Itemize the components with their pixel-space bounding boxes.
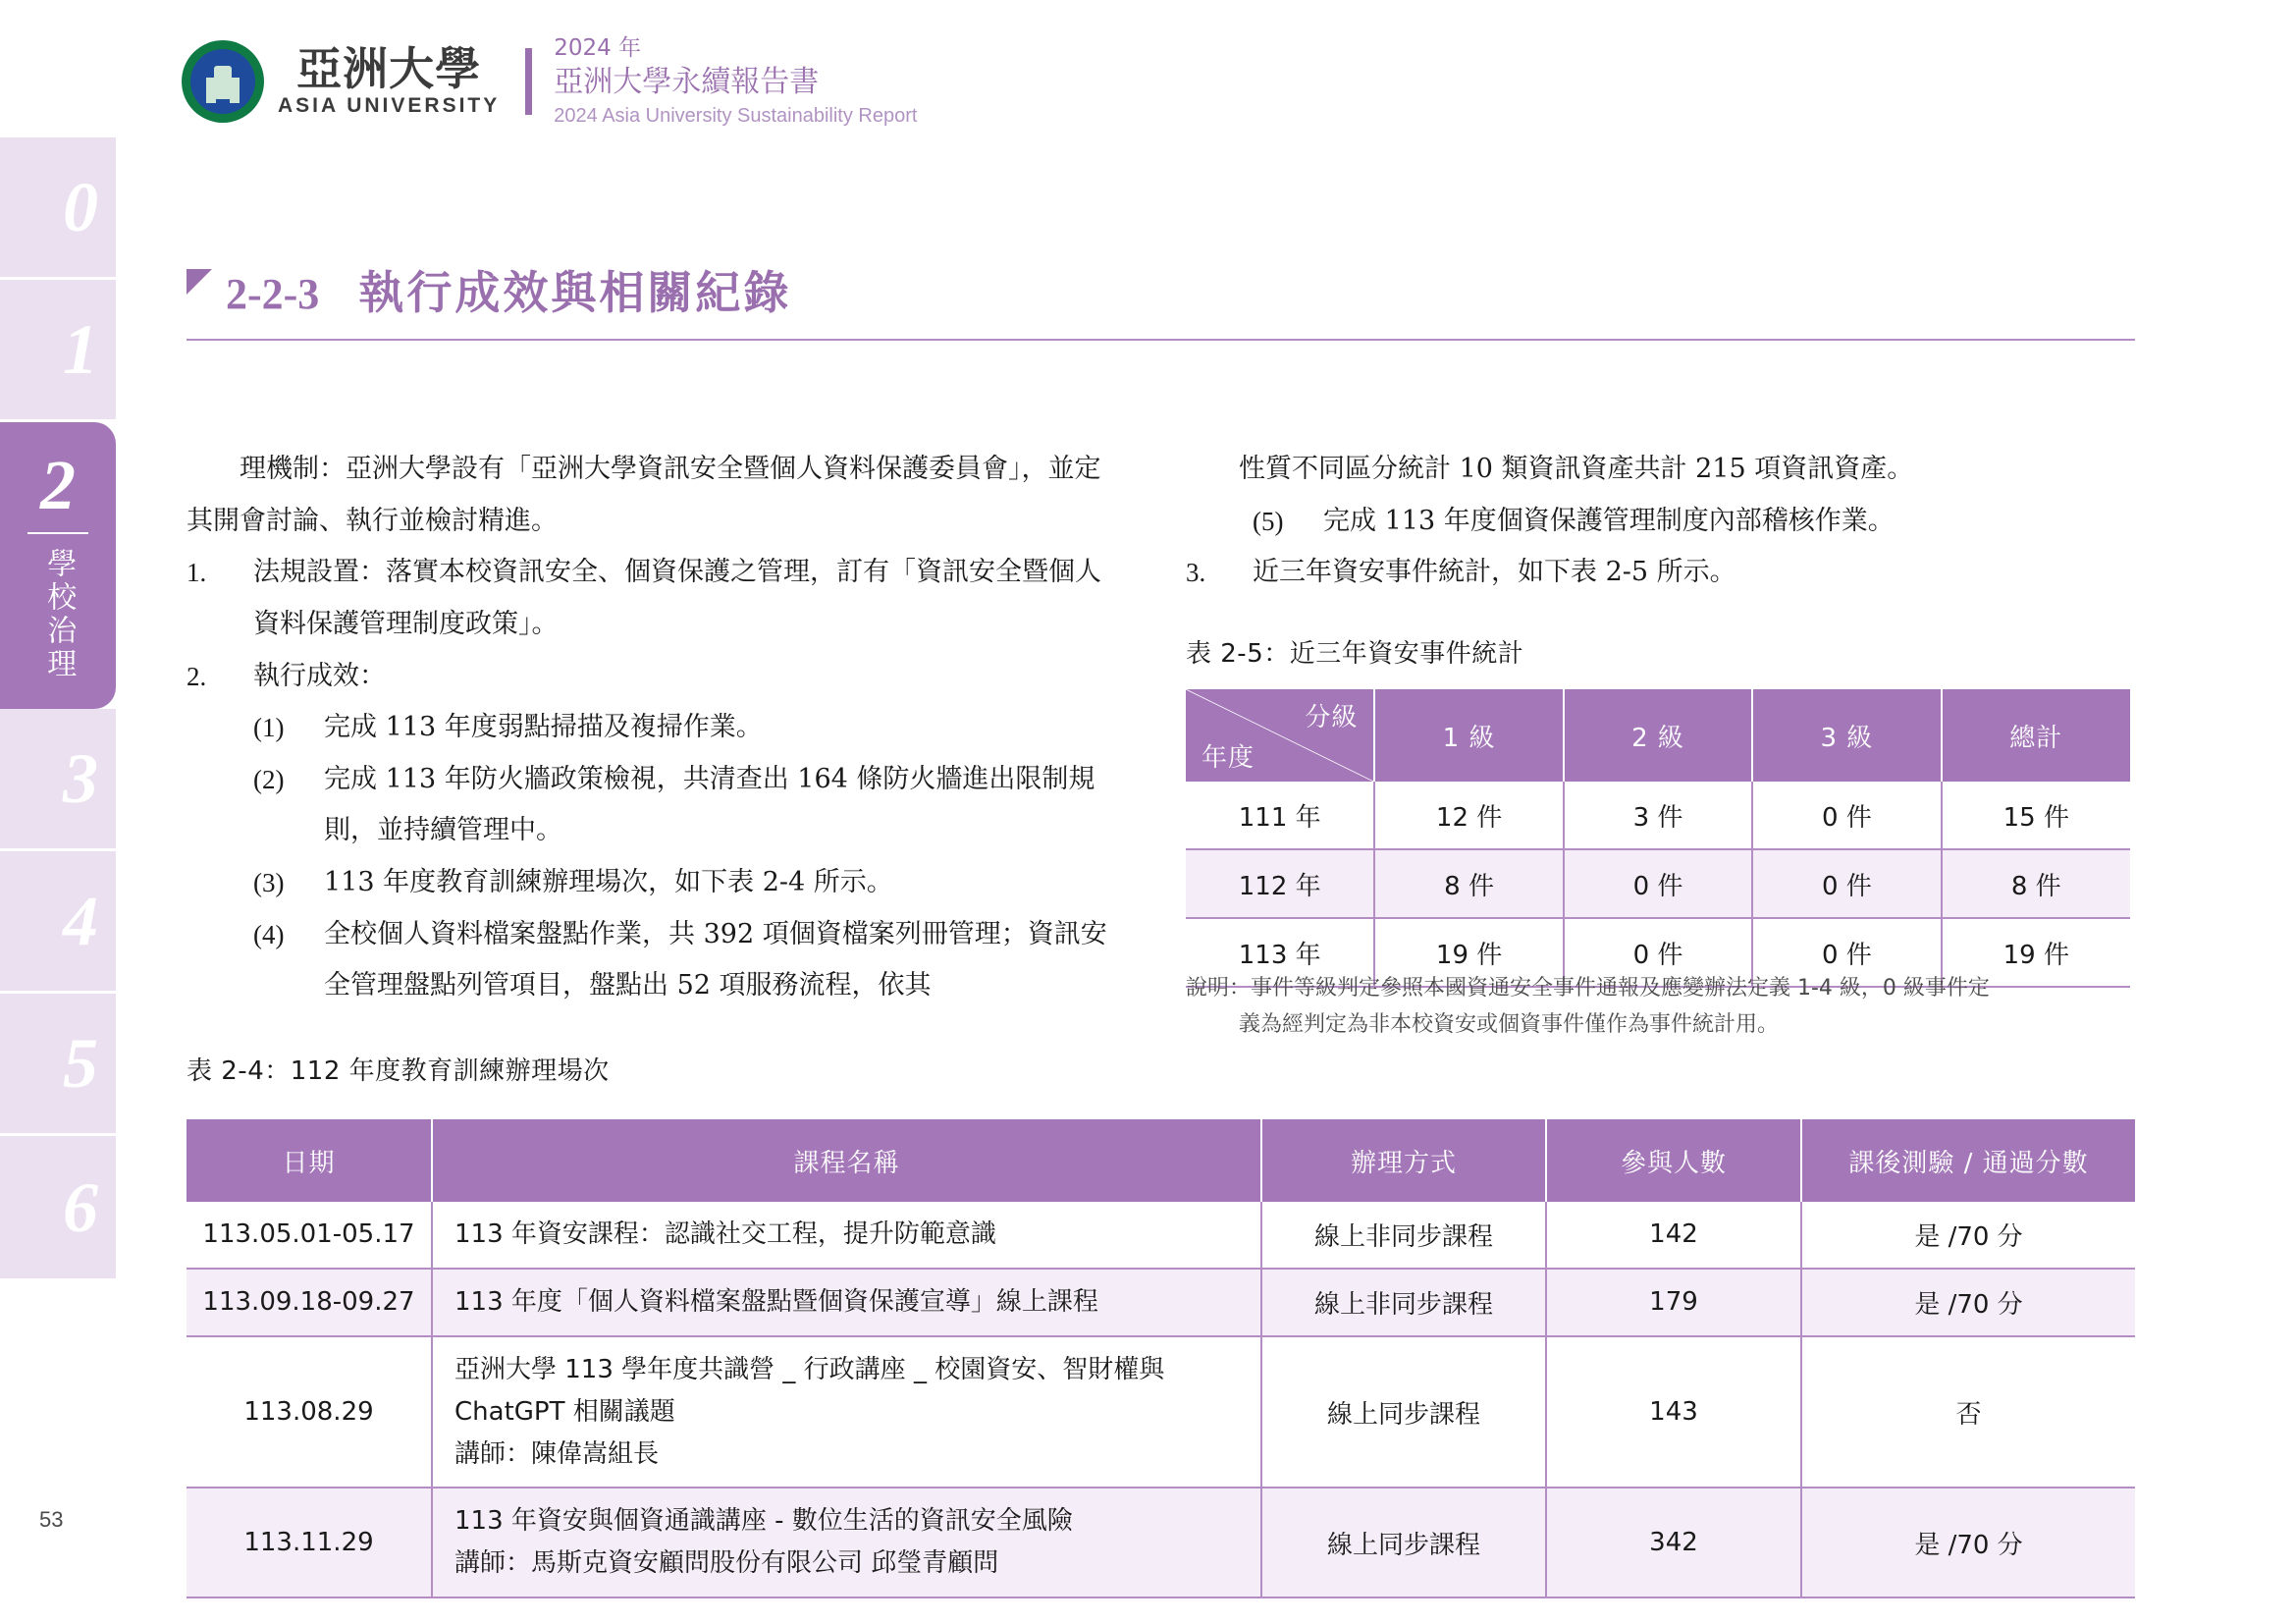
table-column-header-count: 參與人數 — [1546, 1119, 1801, 1202]
cell-total: 8 件 — [1942, 849, 2130, 918]
cell-mode: 線上同步課程 — [1261, 1336, 1546, 1489]
table-row — [187, 1202, 2135, 1269]
page-number: 53 — [39, 1507, 64, 1532]
list-item — [253, 702, 1119, 754]
list-item — [1253, 496, 2130, 548]
cell-count: 142 — [1546, 1202, 1801, 1269]
table-row — [187, 1269, 2135, 1336]
header-divider — [525, 48, 532, 115]
cell-level-1: 8 件 — [1374, 849, 1563, 918]
sub-list-continued — [1186, 496, 2130, 548]
table-row — [1186, 849, 2130, 918]
cell-count: 143 — [1546, 1336, 1801, 1489]
table-24-caption: 表 2-4：112 年度教育訓練辦理場次 — [187, 1056, 610, 1086]
cell-level-3: 0 件 — [1752, 782, 1941, 849]
cell-level-1: 12 件 — [1374, 782, 1563, 849]
chapter-tab-5[interactable] — [0, 994, 116, 1136]
table-column-header: 3 級 — [1752, 689, 1941, 782]
list-item-1 — [187, 547, 1119, 650]
heading-flag-icon — [187, 269, 212, 295]
asia-university-seal-icon — [182, 40, 264, 123]
list-item — [253, 754, 1119, 857]
report-year: 2024 年 — [554, 35, 642, 62]
page-title: 執行成效與相關紀錄 — [358, 266, 792, 319]
table-column-header: 1 級 — [1374, 689, 1563, 782]
list-marker: 1. — [187, 558, 207, 588]
table-column-header-mode: 辦理方式 — [1261, 1119, 1546, 1202]
cell-test: 否 — [1801, 1336, 2135, 1489]
asia-university-wordmark — [278, 41, 501, 118]
chapter-tab-number: 5 — [63, 1024, 98, 1103]
list-text: 法規設置：落實本校資訊安全、個資保護之管理，訂有「資訊安全暨個人資料保護管理制度政策」。 — [253, 557, 1101, 639]
chapter-rail — [0, 137, 116, 1424]
logo-english-name: ASIA UNIVERSITY — [278, 94, 501, 118]
table-column-header: 2 級 — [1564, 689, 1752, 782]
list-marker: (4) — [253, 919, 285, 949]
cell-year: 111 年 — [1186, 782, 1374, 849]
continuation-paragraph: 性質不同區分統計 10 類資訊資產共計 215 項資訊資產。 — [1239, 454, 1914, 484]
table-column-header-date: 日期 — [187, 1119, 432, 1202]
cell-course-name — [432, 1269, 1261, 1336]
table-25-caption: 表 2-5：近三年資安事件統計 — [1186, 639, 1524, 669]
cell-level-2: 3 件 — [1564, 782, 1752, 849]
list-text: 完成 113 年防火牆政策檢視，共清查出 164 條防火牆進出限制規則，並持續管理中。 — [324, 763, 1095, 846]
corner-year-label: 年度 — [1201, 743, 1255, 773]
cell-date: 113.08.29 — [187, 1336, 432, 1489]
list-marker: 3. — [1186, 558, 1206, 588]
chapter-tab-number: 0 — [63, 168, 98, 246]
cell-level-3: 0 件 — [1752, 918, 1941, 987]
section-number: 2-2-3 — [226, 270, 320, 318]
cell-level-3: 0 件 — [1752, 849, 1941, 918]
section-heading — [187, 257, 2130, 322]
list-marker: 2. — [187, 661, 207, 691]
table-column-header: 總計 — [1942, 689, 2130, 782]
cell-test: 是 /70 分 — [1801, 1202, 2135, 1269]
body-column-right — [1186, 444, 2130, 599]
report-title-block — [554, 34, 917, 128]
lead-paragraph: 理機制：亞洲大學設有「亞洲大學資訊安全暨個人資料保護委員會」，並定其開會討論、執行並檢討精進。 — [187, 454, 1101, 536]
cell-test: 是 /70 分 — [1801, 1269, 2135, 1336]
sub-list — [187, 702, 1119, 1012]
list-item — [253, 857, 1119, 909]
table-training-sessions — [187, 1119, 2135, 1598]
cell-mode: 線上非同步課程 — [1261, 1202, 1546, 1269]
report-title-en: 2024 Asia University Sustainability Report — [554, 104, 918, 127]
list-text: 執行成效： — [253, 660, 386, 691]
cell-count: 342 — [1546, 1488, 1801, 1597]
note-line-1: 說明：事件等級判定參照本國資通安全事件通報及應變辦法定義 1-4 級，0 級事件定 — [1186, 976, 1990, 1001]
chapter-tab-3[interactable] — [0, 709, 116, 851]
cell-level-2: 0 件 — [1564, 918, 1752, 987]
cell-date: 113.11.29 — [187, 1488, 432, 1597]
cell-total: 19 件 — [1942, 918, 2130, 987]
chapter-tab-4[interactable] — [0, 851, 116, 994]
cell-count: 179 — [1546, 1269, 1801, 1336]
cell-level-1: 19 件 — [1374, 918, 1563, 987]
chapter-tab-number: 2 — [40, 446, 76, 524]
list-item-3 — [1186, 547, 2130, 599]
table-25-note — [1186, 970, 2130, 1044]
table-25-container — [1186, 689, 2130, 988]
corner-class-label: 分級 — [1305, 703, 1359, 732]
table-column-header-test: 課後測驗 / 通過分數 — [1801, 1119, 2135, 1202]
report-title-cn: 亞洲大學永續報告書 — [554, 65, 820, 100]
chapter-tab-1[interactable] — [0, 280, 116, 422]
list-text: 完成 113 年度弱點掃描及複掃作業。 — [324, 712, 763, 743]
list-text: 全校個人資料檔案盤點作業，共 392 項個資檔案列冊管理；資訊安全管理盤點列管項目，盤點出 52 項服務流程，依其 — [324, 918, 1107, 1001]
chapter-tab-6[interactable] — [0, 1136, 116, 1278]
cell-total: 15 件 — [1942, 782, 2130, 849]
table-column-header-course: 課程名稱 — [432, 1119, 1261, 1202]
cell-year: 112 年 — [1186, 849, 1374, 918]
cell-date: 113.05.01-05.17 — [187, 1202, 432, 1269]
cell-level-2: 0 件 — [1564, 849, 1752, 918]
table-security-incidents — [1186, 689, 2130, 988]
course-line: 113 年資安課程：認識社交工程，提升防範意識 — [454, 1219, 996, 1249]
list-item-2 — [187, 651, 1119, 703]
note-line-2: 義為經判定為非本校資安或個資事件僅作為事件統計用。 — [1239, 1012, 1780, 1038]
table-header-row — [1186, 689, 2130, 782]
list-marker: (5) — [1253, 506, 1284, 536]
chapter-tab-number: 3 — [63, 739, 98, 818]
logo-chinese-name: 亞洲大學 — [296, 41, 482, 95]
heading-divider — [187, 339, 2135, 341]
cell-course-name — [432, 1336, 1261, 1489]
table-24-container — [187, 1119, 2135, 1598]
course-line: 113 年度「個人資料檔案盤點暨個資保護宣導」線上課程 — [454, 1286, 1098, 1317]
list-marker: (1) — [253, 713, 285, 743]
chapter-tab-2-active[interactable] — [0, 422, 116, 709]
list-marker: (3) — [253, 868, 285, 898]
list-text: 完成 113 年度個資保護管理制度內部稽核作業。 — [1323, 505, 1895, 536]
cell-date: 113.09.18-09.27 — [187, 1269, 432, 1336]
course-line: 講師：馬斯克資安顧問股份有限公司 邱瑩青顧問 — [454, 1548, 999, 1579]
cell-mode: 線上同步課程 — [1261, 1488, 1546, 1597]
course-line: 亞洲大學 113 學年度共識營 _ 行政講座 _ 校園資安、智財權與 — [454, 1354, 1165, 1384]
cell-course-name — [432, 1488, 1261, 1597]
body-column-left — [187, 444, 1119, 1012]
table-header-row — [187, 1119, 2135, 1202]
cell-course-name — [432, 1202, 1261, 1269]
chapter-tab-0[interactable] — [0, 137, 116, 280]
course-line: 113 年資安與個資通識講座 - 數位生活的資訊安全風險 — [454, 1506, 1073, 1537]
cell-mode: 線上非同步課程 — [1261, 1269, 1546, 1336]
chapter-tab-number: 1 — [63, 310, 98, 389]
course-line: 講師：陳偉嵩組長 — [454, 1438, 660, 1469]
list-marker: (2) — [253, 764, 285, 794]
chapter-tab-number: 4 — [63, 882, 98, 960]
chapter-tab-number: 6 — [63, 1167, 98, 1247]
chapter-tab-label: 學校治理 — [41, 548, 77, 681]
table-row — [187, 1336, 2135, 1489]
course-line: ChatGPT 相關議題 — [454, 1396, 675, 1427]
table-row — [187, 1488, 2135, 1597]
list-text: 近三年資安事件統計，如下表 2-5 所示。 — [1253, 557, 1736, 588]
cell-test: 是 /70 分 — [1801, 1488, 2135, 1597]
table-corner-header — [1186, 689, 1374, 782]
cell-year: 113 年 — [1186, 918, 1374, 987]
list-item — [253, 909, 1119, 1012]
list-text: 113 年度教育訓練辦理場次，如下表 2-4 所示。 — [324, 867, 893, 898]
table-row — [1186, 782, 2130, 849]
running-head — [182, 37, 917, 126]
chapter-tab-rule — [27, 532, 88, 534]
